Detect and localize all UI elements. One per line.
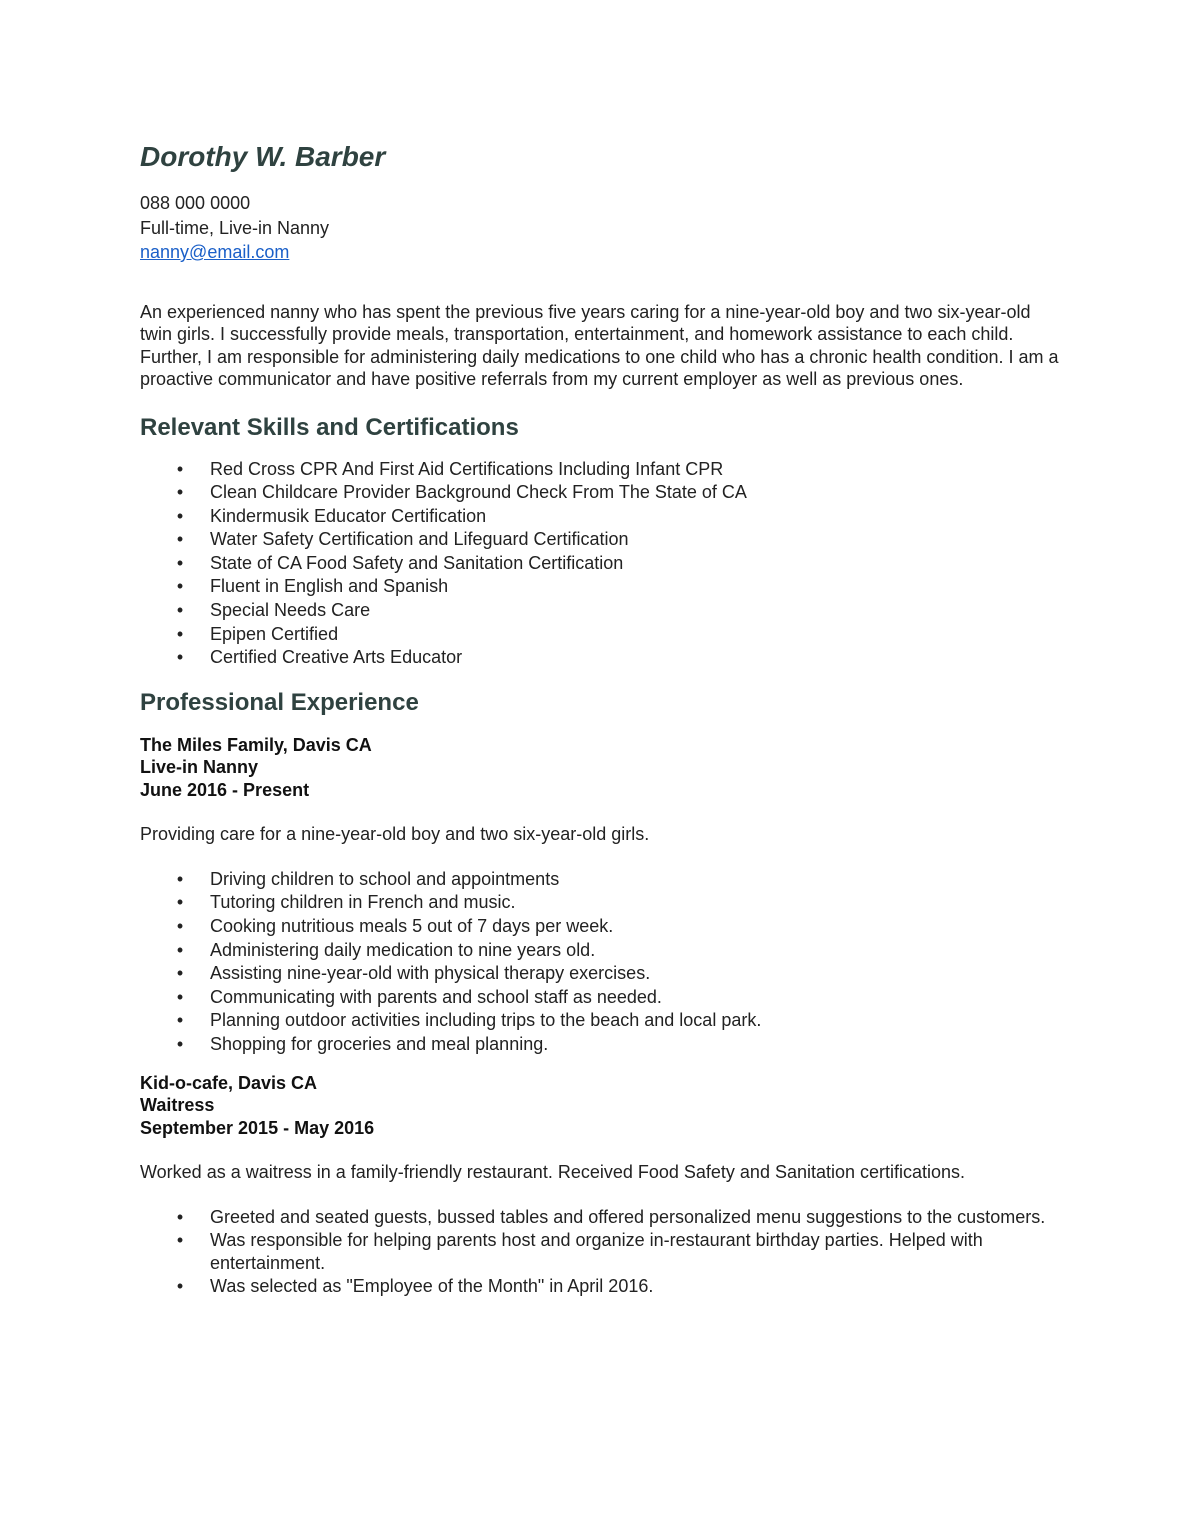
bullet-icon: • [176,576,184,597]
duty-item [140,1229,1060,1274]
skill-item [140,599,1060,623]
duty-text: Tutoring children in French and music. [210,892,516,913]
job-header [140,1072,1060,1140]
skill-text: Fluent in English and Spanish [210,576,449,597]
duty-text: Greeted and seated guests, bussed tables and offered personalized menu suggestions to the customers. [210,1206,1046,1227]
duty-item [140,1275,1060,1298]
duty-item [140,915,1060,939]
bullet-icon: • [176,482,184,503]
job-role: Waitress [140,1095,215,1116]
skill-item [140,505,1060,529]
skill-text: Red Cross CPR And First Aid Certifications Including Infant CPR [210,458,724,479]
duty-text: Planning outdoor activities including trips to the beach and local park. [210,1010,762,1031]
duty-text: Driving children to school and appointments [210,868,560,889]
position-sought: Full-time, Live-in Nanny [140,217,330,238]
job-employer: The Miles Family, Davis CA [140,734,372,755]
job-header [140,734,1060,802]
bullet-icon: • [176,1010,184,1031]
bullet-icon: • [176,963,184,984]
resume-content [140,138,1060,1299]
bullet-icon: • [176,939,184,960]
skill-text: Certified Creative Arts Educator [210,647,463,668]
job-duties-list [140,1206,1060,1298]
skills-section-title: Relevant Skills and Certifications [140,413,519,441]
duty-text: Was selected as "Employee of the Month" in April 2016. [210,1276,654,1297]
skill-item [140,458,1060,482]
bullet-icon: • [176,623,184,644]
skill-text: Special Needs Care [210,600,371,621]
summary-paragraph: An experienced nanny who has spent the previous five years caring for a nine-year-old boy and two six-year-old twin girls. I successfully provide meals, transportation, entertainment, and homework assistance to each child. Further, I am responsible for administering daily medications to one child who has a chronic health condition. I am a proactive communicator and have positive referrals from my current employer as well as previous ones. [140,301,1059,389]
duty-item [140,1206,1060,1229]
skill-text: State of CA Food Safety and Sanitation Certification [210,552,624,573]
skill-text: Kindermusik Educator Certification [210,505,487,526]
bullet-icon: • [176,1034,184,1054]
skills-list [140,458,1060,670]
skill-item [140,646,1060,670]
bullet-icon: • [176,868,184,889]
duty-text: Assisting nine-year-old with physical therapy exercises. [210,963,651,984]
skill-item [140,528,1060,552]
duty-text: Communicating with parents and school staff as needed. [210,986,662,1007]
experience-section-title: Professional Experience [140,688,419,716]
skill-text: Clean Childcare Provider Background Check From The State of CA [210,482,747,503]
duty-item [140,868,1060,892]
bullet-icon: • [176,458,184,479]
job-duties-list [140,868,1060,1057]
duty-item [140,1033,1060,1057]
bullet-icon: • [176,916,184,937]
skill-text: Water Safety Certification and Lifeguard Certification [210,529,629,550]
duty-item [140,962,1060,986]
duty-item [140,939,1060,963]
bullet-icon: • [176,1230,184,1251]
duty-item [140,1009,1060,1033]
bullet-icon: • [176,1276,184,1297]
duty-text: Was responsible for helping parents host and organize in-restaurant birthday parties. Helped with entertainment. [210,1230,983,1273]
contact-block [140,191,1060,265]
bullet-icon: • [176,552,184,573]
skill-item [140,623,1060,647]
job-dates: September 2015 - May 2016 [140,1117,375,1138]
phone-number: 088 000 0000 [140,193,251,213]
email-link[interactable]: nanny@email.com [140,242,290,262]
job-description: Worked as a waitress in a family-friendly restaurant. Received Food Safety and Sanitation certifications. [140,1162,966,1183]
bullet-icon: • [176,1206,184,1227]
job-employer: Kid-o-cafe, Davis CA [140,1072,318,1093]
bullet-icon: • [176,647,184,668]
job-dates: June 2016 - Present [140,779,310,800]
bullet-icon: • [176,505,184,526]
bullet-icon: • [176,986,184,1007]
duty-text: Cooking nutritious meals 5 out of 7 days per week. [210,916,614,937]
duty-text: Administering daily medication to nine years old. [210,939,596,960]
skill-item [140,552,1060,576]
skill-text: Epipen Certified [210,623,339,644]
duty-item [140,986,1060,1010]
bullet-icon: • [176,529,184,550]
skill-item [140,575,1060,599]
bullet-icon: • [176,892,184,913]
skill-item [140,481,1060,505]
candidate-name: Dorothy W. Barber [140,141,386,172]
job-description: Providing care for a nine-year-old boy and two six-year-old girls. [140,824,650,845]
bullet-icon: • [176,600,184,621]
duty-text: Shopping for groceries and meal planning. [210,1034,549,1054]
duty-item [140,891,1060,915]
job-role: Live-in Nanny [140,757,259,778]
